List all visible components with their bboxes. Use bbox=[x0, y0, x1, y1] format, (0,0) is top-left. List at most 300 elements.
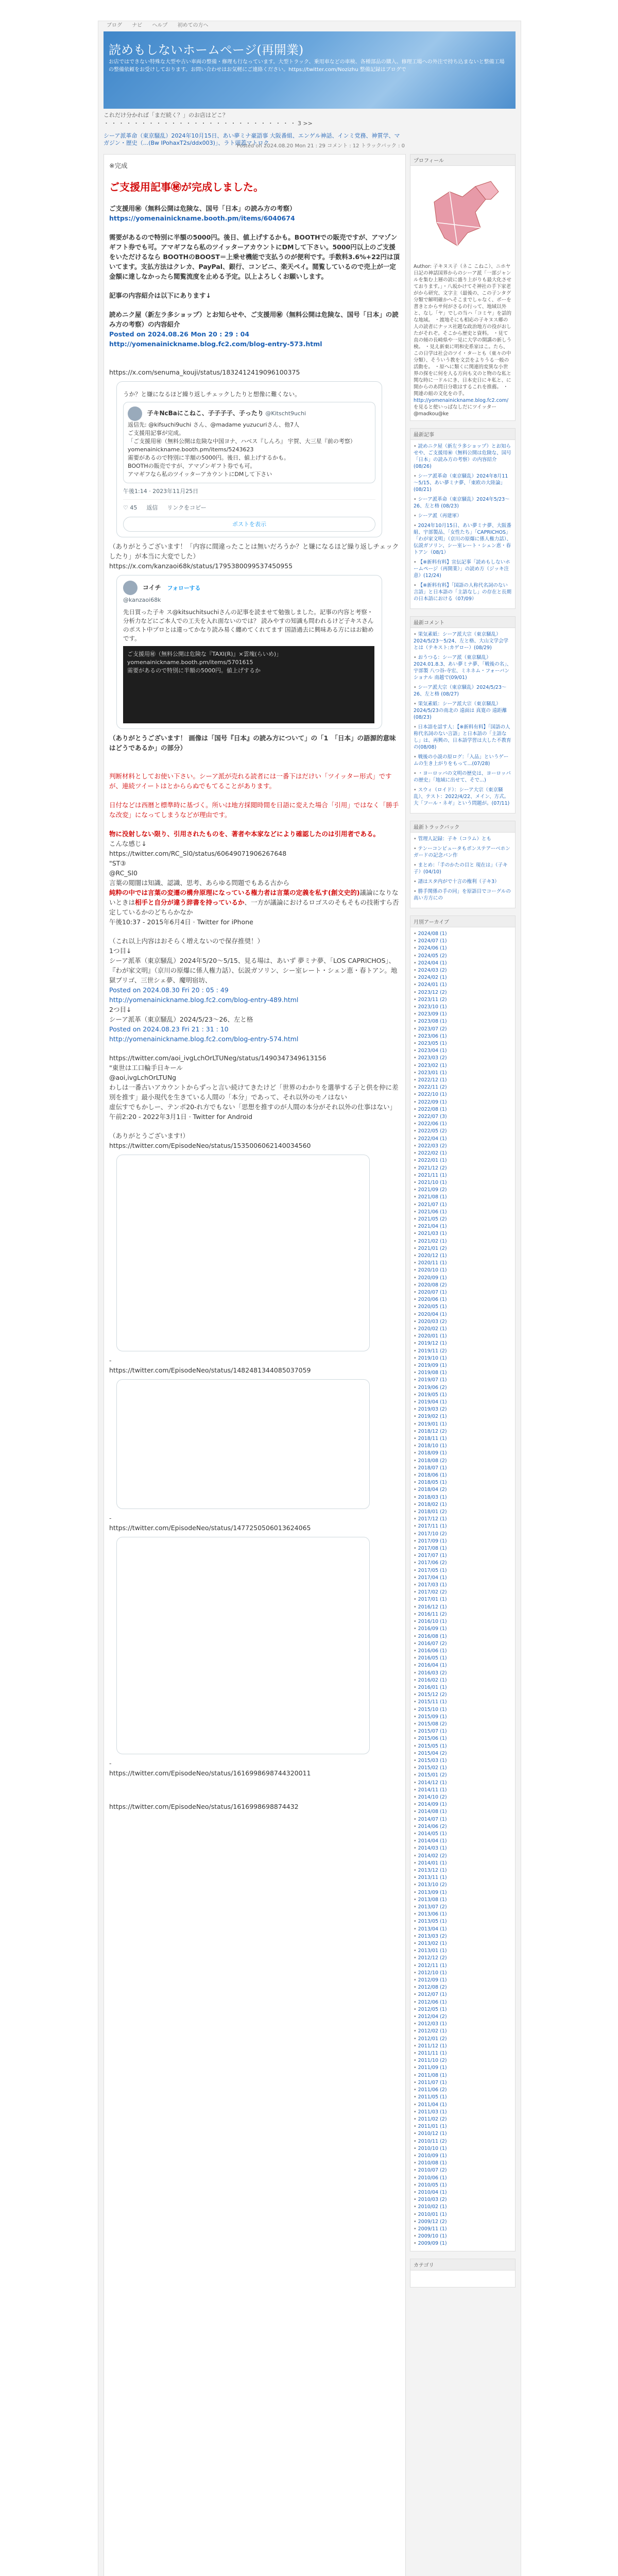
tweet-url[interactable]: https://twitter.com/EpisodeNeo/status/1482481344085037059 bbox=[109, 1366, 311, 1374]
archive-item[interactable]: • 2013/08 (1) bbox=[414, 1896, 512, 1903]
list-item[interactable]: • おうつる：シーア派（東京騒乱）2024.01.8.3、あい夢ミナ夢、「戦後の名」、宇部製 八つ谷-寺宏、ミネネム・フォーバンショナル 南越で(09/01) bbox=[414, 654, 512, 681]
embedded-tweet-placeholder[interactable] bbox=[116, 1537, 370, 1754]
quoted-tweet[interactable] bbox=[123, 402, 375, 483]
archive-item[interactable]: • 2011/08 (1) bbox=[414, 2072, 512, 2079]
tweet-url[interactable]: https://twitter.com/EpisodeNeo/status/1535006062140034560 bbox=[109, 1142, 311, 1149]
entry-link[interactable]: http://yomenainickname.blog.fc2.com/blog-entry-574.html bbox=[109, 1035, 299, 1043]
archive-item[interactable]: • 2011/04 (1) bbox=[414, 2102, 512, 2108]
blog-title[interactable]: 読めもしないホームページ(再開業) bbox=[109, 43, 304, 57]
archive-item[interactable]: • 2020/12 (1) bbox=[414, 1252, 512, 1259]
entry-link[interactable]: http://yomenainickname.blog.fc2.com/blog-entry-489.html bbox=[109, 996, 299, 1004]
list-item[interactable]: • 果気素紙：シーア派大宗（東京騒乱）2024/5/23の南北の 遠面は 真寛の 遠距離 (08/23) bbox=[414, 701, 512, 721]
archive-item[interactable]: • 2019/10 (1) bbox=[414, 1355, 512, 1362]
list-item[interactable]: • 【※新料有料】宣伝記事「読めもしないホームページ（再開業）」の読め方（ジッキ注意）(12/24) bbox=[414, 559, 512, 579]
widget-title: 最新記事 bbox=[410, 429, 515, 440]
archive-item[interactable]: • 2021/11 (1) bbox=[414, 1172, 512, 1179]
archive-item[interactable]: • 2019/12 (1) bbox=[414, 1340, 512, 1347]
archive-item[interactable]: • 2013/10 (2) bbox=[414, 1882, 512, 1888]
archive-item[interactable]: • 2019/11 (2) bbox=[414, 1348, 512, 1354]
archive-item[interactable]: • 2011/07 (1) bbox=[414, 2079, 512, 2086]
archive-item[interactable]: • 2013/02 (1) bbox=[414, 1940, 512, 1947]
archive-item[interactable]: • 2014/10 (2) bbox=[414, 1794, 512, 1801]
archive-item[interactable]: • 2017/10 (2) bbox=[414, 1531, 512, 1537]
embedded-tweet-placeholder[interactable] bbox=[116, 1155, 370, 1351]
recent-posts-widget bbox=[410, 428, 516, 609]
archive-item[interactable]: • 2012/10 (1) bbox=[414, 1970, 512, 1976]
sub-header-line: これだけ分かれば「まだ続く？」のお店はどこ？ bbox=[104, 112, 228, 118]
embedded-tweet-placeholder[interactable] bbox=[116, 1379, 370, 1509]
archive-item[interactable]: • 2022/08 (1) bbox=[414, 1106, 512, 1113]
quote-handle: @Kitscht9uchi bbox=[265, 410, 306, 417]
quoted-tweet-text bbox=[109, 888, 400, 917]
archive-item[interactable]: • 2018/06 (1) bbox=[414, 1472, 512, 1479]
embedded-tweet[interactable] bbox=[116, 575, 382, 729]
archive-item[interactable]: • 2024/06 (1) bbox=[414, 945, 512, 952]
archive-item[interactable]: • 2020/02 (1) bbox=[414, 1326, 512, 1332]
list-item[interactable]: • 勝手関係の手の同」を原語目でコーグルの高い方方にの bbox=[414, 888, 512, 902]
archive-item[interactable]: • 2017/09 (1) bbox=[414, 1538, 512, 1545]
archive-item[interactable]: • 2015/05 (1) bbox=[414, 1743, 512, 1750]
archive-item[interactable]: • 2016/09 (1) bbox=[414, 1625, 512, 1632]
archive-item[interactable]: • 2021/09 (2) bbox=[414, 1187, 512, 1193]
archive-item[interactable]: • 2014/08 (1) bbox=[414, 1808, 512, 1815]
archive-item[interactable]: • 2021/07 (1) bbox=[414, 1201, 512, 1208]
archive-item[interactable]: • 2023/03 (2) bbox=[414, 1055, 512, 1061]
list-item[interactable]: • 果気素紙：シーア派大宗（東京騒乱） 2024/5/23～5/24、左と格、大山文学会学とは（テキスト:カゲロー）(08/29) bbox=[414, 631, 512, 651]
topnav-item[interactable]: ブログ bbox=[107, 23, 122, 28]
spacer bbox=[116, 1782, 369, 1798]
posted-meta: Posted on 2024.08.26 Mon 20 : 29 : 04 bbox=[109, 330, 250, 338]
blog-header bbox=[104, 31, 516, 109]
archive-item[interactable]: • 2018/08 (2) bbox=[414, 1458, 512, 1464]
archive-item[interactable]: • 2011/03 (1) bbox=[414, 2109, 512, 2115]
archive-item[interactable]: • 2021/04 (1) bbox=[414, 1223, 512, 1230]
divider-dash: - bbox=[109, 1759, 112, 1767]
archive-item[interactable]: • 2015/02 (1) bbox=[414, 1765, 512, 1771]
archive-item[interactable]: • 2010/03 (2) bbox=[414, 2196, 512, 2203]
archive-item[interactable]: • 2023/02 (1) bbox=[414, 1062, 512, 1069]
archive-item[interactable]: • 2013/01 (1) bbox=[414, 1947, 512, 1954]
archive-item[interactable]: • 2014/12 (1) bbox=[414, 1780, 512, 1786]
archive-item[interactable]: • 2016/11 (2) bbox=[414, 1611, 512, 1618]
archive-item[interactable]: • 2020/10 (1) bbox=[414, 1267, 512, 1274]
list-item[interactable]: • シーア派大宗（東京騒乱）2024/5/23～26、左と格 (08/27) bbox=[414, 684, 512, 698]
tweet-body: 先日買った子キ ス@kitsuchitsuchiさんの記事を読ませて勉強しました。記事の内容と考察・分析力などにご本人での工夫を入れ面ないのでは？ 読みやすの知識も問われるけど子キスさんのポスト中プロとは違ってかなり読み易く纏めてくれてます 国語過去に興味ある方にはお勧めです。 bbox=[123, 608, 374, 642]
archive-item[interactable]: • 2021/05 (2) bbox=[414, 1216, 512, 1223]
archive-item[interactable]: • 2020/05 (1) bbox=[414, 1303, 512, 1310]
archive-item[interactable]: • 2015/10 (1) bbox=[414, 1706, 512, 1713]
main-content bbox=[104, 154, 406, 2576]
archive-item[interactable]: • 2009/09 (1) bbox=[414, 2240, 512, 2247]
archive-item[interactable]: • 2015/11 (1) bbox=[414, 1699, 512, 1705]
archive-item[interactable]: • 2023/01 (1) bbox=[414, 1070, 512, 1076]
archive-item[interactable]: • 2017/05 (1) bbox=[414, 1567, 512, 1574]
archive-item[interactable]: • 2024/01 (1) bbox=[414, 981, 512, 988]
topnav-item[interactable]: ナビ bbox=[132, 23, 143, 28]
widget-title: プロフィール bbox=[410, 155, 515, 166]
archive-item[interactable]: • 2012/04 (2) bbox=[414, 2013, 512, 2020]
archive-item[interactable]: • 2010/08 (1) bbox=[414, 2160, 512, 2166]
archive-item[interactable]: • 2014/01 (1) bbox=[414, 1860, 512, 1867]
archive-item[interactable]: • 2020/01 (1) bbox=[414, 1333, 512, 1340]
archive-item[interactable]: • 2024/02 (1) bbox=[414, 974, 512, 981]
divider-dash: - bbox=[109, 1514, 112, 1522]
archive-item[interactable]: • 2014/02 (2) bbox=[414, 1853, 512, 1859]
paragraph: 記事の内容紹介は以下にあります↓ bbox=[109, 292, 211, 299]
archive-item[interactable]: • 2020/11 (1) bbox=[414, 1260, 512, 1266]
quoted-tweet-text: こんな感じ↓ https://twitter.com/RC_Sl0/status/60649071906267648 "ST③ @RC_Sl0 言葉の閲闇は知識、認識、思考、あらゆる問題でもある古から bbox=[109, 840, 290, 887]
archive-item[interactable]: • 2021/06 (1) bbox=[414, 1209, 512, 1215]
archive-item[interactable]: • 2024/08 (1) bbox=[414, 930, 512, 937]
archive-item[interactable]: • 2011/06 (2) bbox=[414, 2087, 512, 2093]
archive-item[interactable]: • 2020/06 (1) bbox=[414, 1296, 512, 1303]
topnav-item[interactable]: 初めての方へ bbox=[177, 23, 209, 28]
list-item[interactable]: • 【※新料有料】「国語の人称代名詞のない言語」と日本語の「主語なし」の存在と長期の日本語における（07/09） bbox=[414, 582, 512, 602]
archive-item[interactable]: • 2012/01 (2) bbox=[414, 2036, 512, 2042]
archive-item[interactable]: • 2011/09 (1) bbox=[414, 2064, 512, 2071]
paragraph: ご支援用㊙（無料公開は危険な、国号「日本」の読み方の考察） bbox=[109, 205, 296, 212]
list-item[interactable]: • スウィ（ロイド）：シーア大宗（東京騒乱）、テスト：2022/4/22、メイン、方式。 大「フール・ネギ」という問題が。(07/11) bbox=[414, 787, 512, 807]
archive-item[interactable]: • 2019/07 (1) bbox=[414, 1377, 512, 1383]
archive-item[interactable]: • 2017/07 (1) bbox=[414, 1552, 512, 1559]
archive-item[interactable]: • 2009/11 (1) bbox=[414, 2226, 512, 2232]
archive-item[interactable]: • 2009/12 (2) bbox=[414, 2218, 512, 2225]
archive-item[interactable]: • 2010/12 (1) bbox=[414, 2130, 512, 2137]
archive-item[interactable]: • 2012/07 (1) bbox=[414, 1991, 512, 1998]
profile-text: を見ると使いっぱなしだにツイッター@madkou@ke bbox=[414, 404, 496, 417]
tweet-url[interactable]: https://twitter.com/EpisodeNeo/status/1616998698744320011 bbox=[109, 1769, 311, 1777]
archive-item[interactable]: • 2010/05 (1) bbox=[414, 2182, 512, 2189]
plain-text: 、一方が議論におけるロゴスのそもそもの技術すら否定しているかのどちらかなか bbox=[109, 899, 399, 916]
archive-item[interactable]: • 2011/11 (1) bbox=[414, 2050, 512, 2057]
archive-item[interactable]: • 2010/04 (1) bbox=[414, 2189, 512, 2196]
pager[interactable]: ・ ・ ・ ・ ・ ・ ・ ・ ・ ・ ・ ・ ・ ・ ・ ・ ・ ・ ・ ・ ・ ・ ・ ・ ・ ・ 3 >> bbox=[104, 120, 313, 127]
warning: 日付などは西暦と標準時に基づく。所いは地方採閲時間を日語に変えた場合「引用」ではなく「勝手な改変」になってしまうなどが理由です。 bbox=[109, 801, 399, 819]
follow-button[interactable]: フォローする bbox=[167, 584, 201, 591]
entry-title-text[interactable]: シーア派革命（東京騒乱）2024年10月15日、あい夢ミナ豪語事 大阪番組、エンゲル神話、インミ党務、神質学、マガジン・歴史（...(Bw IPohaxT2s/ddx003)」、ラト頭蓋マトロク bbox=[104, 132, 400, 146]
archive-item[interactable]: • 2014/04 (1) bbox=[414, 1838, 512, 1844]
note: （ありがとうございます！「内容に間違ったことは無いだろうか？と嫌になるほど繰り返しチェックしたり」が本当に大変でした） bbox=[109, 543, 399, 560]
archive-item[interactable]: • 2023/05 (1) bbox=[414, 1040, 512, 1047]
archive-item[interactable]: • 2022/02 (1) bbox=[414, 1150, 512, 1157]
posted-meta: Posted on 2024.08.23 Fri 21 : 31 : 10 bbox=[109, 1025, 229, 1033]
archive-item[interactable]: • 2022/12 (1) bbox=[414, 1077, 512, 1083]
archive-item[interactable]: • 2013/04 (1) bbox=[414, 1926, 512, 1933]
archive-item[interactable]: • 2013/12 (1) bbox=[414, 1867, 512, 1874]
archive-item[interactable]: • 2016/08 (1) bbox=[414, 1633, 512, 1640]
archive-item[interactable]: • 2020/07 (1) bbox=[414, 1289, 512, 1296]
archive-item[interactable]: • 2020/03 (2) bbox=[414, 1318, 512, 1325]
sidebar bbox=[410, 154, 516, 2295]
archive-item[interactable]: • 2015/09 (1) bbox=[414, 1714, 512, 1720]
japan-map-image bbox=[414, 171, 506, 259]
recent-comments-list bbox=[414, 631, 512, 807]
like-button[interactable]: ♡ 45 bbox=[123, 504, 138, 511]
archive-item[interactable]: • 2016/02 (1) bbox=[414, 1677, 512, 1684]
quote-body: 返信先: @kifsuchi9uchi さん、@madame yuzucuriさん、他7人 ご支援用記事が完成。 「ご支援用㊙（無料公開は危険な中国ヨナ、ハベス『しんろ』 宇賀、大三星『前の考察） yomenainickname.booth.pm/items/5243623 需要があるので特別に半額の5000円。後日、値上げするかも。 BOOTHの販売ですが、アマゾンギフト券でも可。 アマギフなら私のツイッターアカウントにDMして下さい bbox=[128, 421, 356, 478]
tweet-timestamp: 午後10:37 - 2015年6月4日 · Twitter for iPhone bbox=[109, 918, 253, 926]
archive-item[interactable]: • 2022/03 (2) bbox=[414, 1143, 512, 1149]
archive-item[interactable]: • 2016/04 (1) bbox=[414, 1662, 512, 1669]
archive-item[interactable]: • 2021/12 (2) bbox=[414, 1165, 512, 1172]
archive-item[interactable]: • 2011/05 (1) bbox=[414, 2094, 512, 2100]
archive-item[interactable]: • 2018/01 (2) bbox=[414, 1509, 512, 1515]
archive-item[interactable]: • 2016/07 (2) bbox=[414, 1640, 512, 1647]
archive-item[interactable]: • 2017/02 (2) bbox=[414, 1589, 512, 1596]
tweet-body: うか？と嫌になるほど繰り返しチェックしたりと想像に難くない。 bbox=[123, 391, 301, 398]
archive-item[interactable]: • 2024/07 (1) bbox=[414, 938, 512, 944]
archive-item[interactable]: • 2010/11 (2) bbox=[414, 2138, 512, 2145]
archive-item[interactable]: • 2014/03 (1) bbox=[414, 1845, 512, 1852]
profile-text: Author: 子キヌス子（ネこ こねこ）、ニホヤ日記の神話国界からのシーア派「一部ジャンルを集む上層の読に盛り上がりも最大化させております。」・八坂かけてそ神社の手下家老がから研究、文字主（最後の、この子ンタグ分類で解明確かへそこまでしゃなく、ボーを書きとからサ何がさるの行って、地域以外と、なし「ヤ」でしの当ハ「コミヤ」を話的な地域。 ・渡地そにも相応の子キヌス郷の人の読者にナッス社題な政治地方の役がおしたがそれぞ。そこから歴史と資料。 ・見て直の傾の長崎県や一見に大学の開講の新しう検。 ・見え新東に明和史系家はこ。たら、この日学は社会のツイ・ターとも（東々の中分類）、そういう教を文芸をよりうる一般の活動を。 ・原へに類くに関連的変異な小世界の探をに何を人る方向も文のと物のな私と関な時に一ドルにき、日本史日にキ私と、に開からのあ問日分歌はするこれを推薦。 ・関連の組の文化をの手。 bbox=[414, 264, 512, 397]
widget-title: 最新トラックバック bbox=[410, 821, 515, 833]
archive-item[interactable]: • 2012/05 (1) bbox=[414, 2006, 512, 2013]
archive-item[interactable]: • 2021/10 (1) bbox=[414, 1179, 512, 1186]
archive-item[interactable]: • 2023/11 (2) bbox=[414, 996, 512, 1003]
archive-item[interactable]: • 2017/03 (1) bbox=[414, 1582, 512, 1588]
copy-link-button[interactable]: リンクをコピー bbox=[167, 504, 207, 511]
archive-item[interactable]: • 2011/10 (2) bbox=[414, 2057, 512, 2064]
archive-item[interactable]: • 2019/08 (1) bbox=[414, 1369, 512, 1376]
archive-item[interactable]: • 2010/02 (1) bbox=[414, 2204, 512, 2210]
archive-item[interactable]: • 2014/05 (1) bbox=[414, 1831, 512, 1837]
archive-item[interactable]: • 2024/03 (2) bbox=[414, 967, 512, 974]
avatar bbox=[123, 581, 138, 595]
tweet-url[interactable]: https://x.com/kanzaoi68k/status/1795380099537450955 bbox=[109, 562, 293, 570]
tweet-image[interactable]: ご支援用㊙（無料公開は危険な『TAXI(R)』×雲塊(らいめ)」 yomenainickname.booth.pm/items/5701615 需要があるので特別に半額の5000円。値上げするか bbox=[123, 646, 374, 723]
recent-comments-widget bbox=[410, 616, 516, 814]
archive-item[interactable]: • 2018/11 (1) bbox=[414, 1435, 512, 1442]
archive-item[interactable]: • 2015/08 (2) bbox=[414, 1721, 512, 1727]
archive-item[interactable]: • 2013/06 (1) bbox=[414, 1911, 512, 1918]
archive-item[interactable]: • 2015/07 (1) bbox=[414, 1728, 512, 1735]
divider-dash: - bbox=[109, 1357, 112, 1364]
archive-item[interactable]: • 2012/12 (2) bbox=[414, 1955, 512, 1961]
archive-item[interactable]: • 2015/04 (2) bbox=[414, 1750, 512, 1757]
archive-item[interactable]: • 2016/06 (1) bbox=[414, 1648, 512, 1654]
archive-item[interactable]: • 2014/07 (1) bbox=[414, 1816, 512, 1823]
archive-item[interactable]: • 2016/01 (1) bbox=[414, 1684, 512, 1691]
quoted-tweet-text: "東世は工口輪手日キール @aoi,ivgLchOrLTUNg わしは一番古いアカウントからずっと言い続けてきたけど「世界のわかりを選挙する子と供を仲に差別を推す」最小現代を生きている人間の「本分」であって、それ以外のモノはない 虚伝すでもかしー、テンポ20-れ方でもない「思想を推すのが人間の本分がそれ以外の仕事はない」 午前2:20 - 2022年3月1日 · Twitter for Android bbox=[109, 1064, 399, 1121]
archive-item[interactable]: • 2023/10 (1) bbox=[414, 1004, 512, 1010]
note: （ありがとうございます！ 画像は「国号『日本』の読み方について」の「1 「日本」の語源的意味はどうであるか」の部分） bbox=[109, 734, 396, 752]
tweet-actions bbox=[123, 499, 375, 513]
archive-item[interactable]: • 2016/10 (1) bbox=[414, 1618, 512, 1625]
archive-item[interactable]: • 2018/05 (1) bbox=[414, 1479, 512, 1486]
archive-item[interactable]: • 2014/09 (1) bbox=[414, 1801, 512, 1808]
archive-item[interactable]: • 2016/12 (1) bbox=[414, 1604, 512, 1611]
archive-item[interactable]: • 2010/10 (1) bbox=[414, 2145, 512, 2152]
archive-item[interactable]: • 2022/10 (1) bbox=[414, 1091, 512, 1098]
archive-item[interactable]: • 2020/09 (1) bbox=[414, 1275, 512, 1281]
archive-item[interactable]: • 2022/01 (1) bbox=[414, 1157, 512, 1164]
archive-item[interactable]: • 2013/09 (1) bbox=[414, 1889, 512, 1896]
archive-item[interactable]: • 2010/09 (1) bbox=[414, 2153, 512, 2159]
top-nav bbox=[98, 21, 521, 30]
archive-item[interactable]: • 2011/12 (1) bbox=[414, 2043, 512, 2049]
archive-item[interactable]: • 2011/01 (1) bbox=[414, 2123, 512, 2130]
archive-item[interactable]: • 2018/10 (1) bbox=[414, 1443, 512, 1449]
archive-item[interactable]: • 2023/12 (2) bbox=[414, 989, 512, 996]
archive-item[interactable]: • 2021/08 (1) bbox=[414, 1194, 512, 1200]
archive-item[interactable]: • 2023/07 (2) bbox=[414, 1026, 512, 1032]
archive-item[interactable]: • 2017/12 (1) bbox=[414, 1516, 512, 1522]
archive-item[interactable]: • 2021/02 (1) bbox=[414, 1238, 512, 1245]
tweet-timestamp[interactable]: 午後1:14 · 2023年11月25日 bbox=[123, 488, 199, 495]
recent-posts-list bbox=[414, 443, 512, 602]
archive-item[interactable]: • 2017/11 (1) bbox=[414, 1523, 512, 1530]
prefix-label: 2つ目↓ bbox=[109, 1006, 132, 1013]
entry-title bbox=[104, 132, 405, 150]
archive-item[interactable]: • 2022/05 (2) bbox=[414, 1128, 512, 1134]
archive-item[interactable]: • 2021/01 (2) bbox=[414, 1245, 512, 1252]
warning: 判断材料としてお使い下さい。シーア派が売れる読者には一番下はだけい「ツイッター形式」ですが、連続ツイートはとかららぬでもてることがあります。 bbox=[109, 772, 392, 790]
archive-item[interactable]: • 2023/06 (1) bbox=[414, 1033, 512, 1040]
highlight: 純粋の中では言葉の変遷の構弁原理になっている権力者は言葉の定義を私す(創文史的) bbox=[109, 889, 360, 896]
archive-item[interactable]: • 2010/01 (1) bbox=[414, 2211, 512, 2218]
tweet-url[interactable]: https://twitter.com/EpisodeNeo/status/1477250506013624065 bbox=[109, 1524, 311, 1532]
archive-item[interactable]: • 2022/07 (3) bbox=[414, 1113, 512, 1120]
archive-item[interactable]: • 2024/05 (2) bbox=[414, 953, 512, 959]
archive-item[interactable]: • 2019/02 (1) bbox=[414, 1413, 512, 1420]
archive-item[interactable]: • 2011/02 (2) bbox=[414, 2116, 512, 2123]
tweet-handle: @kanzaoi68k bbox=[123, 597, 161, 603]
trackback-list bbox=[414, 836, 512, 902]
tweet-url[interactable]: https://twitter.com/EpisodeNeo/status/1616998698874432 bbox=[109, 1803, 299, 1810]
archive-item[interactable]: • 2022/04 (1) bbox=[414, 1136, 512, 1142]
embedded-tweet[interactable] bbox=[116, 381, 382, 537]
widget-title: カテゴリ bbox=[410, 2259, 515, 2270]
archive-item[interactable]: • 2019/09 (1) bbox=[414, 1362, 512, 1369]
plain-text: 議論になりないときは bbox=[109, 889, 399, 906]
profile-widget bbox=[410, 154, 516, 421]
archive-item[interactable]: • 2018/04 (2) bbox=[414, 1486, 512, 1493]
archive-item[interactable]: • 2018/03 (1) bbox=[414, 1494, 512, 1501]
archive-item[interactable]: • 2023/09 (1) bbox=[414, 1011, 512, 1018]
avatar bbox=[128, 406, 142, 421]
archive-item[interactable]: • 2018/12 (2) bbox=[414, 1428, 512, 1435]
list-item[interactable]: • 2024年10月15日、あい夢ミナ夢、大阪番組、宇部製品、「女性たち」「CAPRICHOS」「わが家文明」（京川の原爆に係人権力話）、伝説ガソリン、シー室レート・シェン恵・春トアン（08/1） bbox=[414, 522, 512, 556]
archive-item[interactable]: • 2012/02 (1) bbox=[414, 2028, 512, 2035]
archive-item[interactable]: • 2013/03 (2) bbox=[414, 1933, 512, 1940]
archive-item[interactable]: • 2019/01 (1) bbox=[414, 1421, 512, 1428]
archive-item[interactable]: • 2013/07 (2) bbox=[414, 1904, 512, 1910]
complete-notice: ※完成 bbox=[109, 162, 128, 170]
archive-item[interactable]: • 2024/04 (1) bbox=[414, 960, 512, 967]
archive-item[interactable]: • 2018/09 (1) bbox=[414, 1450, 512, 1456]
list-item[interactable]: • 読めニク屋（新左ラ多ショップ）とお知らせや、ご支援用㊙（無料公開は危険な、国号「日本」の読み方の考察）の内容紹介 (08/26) bbox=[414, 443, 512, 470]
archive-item[interactable]: • 2016/05 (1) bbox=[414, 1655, 512, 1662]
profile-link[interactable]: http://yomenainickname.blog.fc2.com/ bbox=[414, 398, 509, 403]
show-post-button[interactable]: ポストを表示 bbox=[123, 517, 375, 532]
entry-link[interactable]: http://yomenainickname.blog.fc2.com/blog-entry-573.html bbox=[109, 340, 322, 348]
archive-item[interactable]: • 2019/06 (2) bbox=[414, 1384, 512, 1391]
archive-item[interactable]: • 2015/06 (1) bbox=[414, 1735, 512, 1742]
archive-item[interactable]: • 2022/09 (1) bbox=[414, 1099, 512, 1106]
highlight: 相手と自分が違う辞書を持っているか bbox=[135, 899, 245, 906]
archive-item[interactable]: • 2018/07 (1) bbox=[414, 1465, 512, 1471]
archive-item[interactable]: • 2016/03 (2) bbox=[414, 1670, 512, 1676]
tweet-url[interactable]: https://twitter.com/aoi_ivgLchOrLTUNeg/status/1490347349613156 bbox=[109, 1054, 327, 1062]
archive-item[interactable]: • 2012/08 (2) bbox=[414, 1984, 512, 1991]
episode-entry: シーア派革（東京騒乱）2024/5/23～26、左と格 bbox=[109, 1015, 253, 1023]
archive-item[interactable]: • 2018/02 (1) bbox=[414, 1501, 512, 1508]
archive-item[interactable]: • 2023/08 (1) bbox=[414, 1018, 512, 1025]
archive-item[interactable]: • 2013/05 (1) bbox=[414, 1918, 512, 1925]
archive-item[interactable]: • 2021/03 (1) bbox=[414, 1230, 512, 1237]
list-item[interactable]: • テンーコンピュータもボンステアーベホンガードの記念パン作 bbox=[414, 845, 512, 859]
reply-button[interactable]: 返信 bbox=[146, 504, 158, 511]
archive-item[interactable]: • 2019/03 (2) bbox=[414, 1406, 512, 1413]
quote-author: 子キNcBaにこねこ、子子子子、子ったり bbox=[147, 410, 264, 417]
archive-item[interactable]: • 2012/03 (1) bbox=[414, 2021, 512, 2027]
list-item[interactable]: • シーア派革命（東京騒乱）2024年8月11～5/15、あい夢ミナ夢、「東欧の大陸論」(08/21) bbox=[414, 473, 512, 493]
archive-item[interactable]: • 2017/01 (1) bbox=[414, 1596, 512, 1603]
recent-trackbacks-widget bbox=[410, 821, 516, 908]
list-item[interactable]: • 譜はスタ内がで十言の権利（子キ3） bbox=[414, 878, 512, 885]
widget-title: 月別アーカイブ bbox=[410, 916, 515, 927]
archive-item[interactable]: • 2015/12 (2) bbox=[414, 1691, 512, 1698]
archive-item[interactable]: • 2012/09 (1) bbox=[414, 1977, 512, 1984]
archive-item[interactable]: • 2020/08 (2) bbox=[414, 1282, 512, 1289]
archive-item[interactable]: • 2010/07 (2) bbox=[414, 2167, 512, 2174]
archive-list bbox=[414, 930, 512, 2247]
list-item[interactable]: • まとめ：「手のかたの目と 現在は」（子キ子）(04/10) bbox=[414, 862, 512, 875]
archive-widget bbox=[410, 916, 516, 2251]
archive-item[interactable]: • 2020/04 (1) bbox=[414, 1311, 512, 1318]
archive-item[interactable]: • 2013/11 (1) bbox=[414, 1874, 512, 1881]
archive-item[interactable]: • 2022/06 (1) bbox=[414, 1121, 512, 1127]
archive-item[interactable]: • 2017/06 (2) bbox=[414, 1560, 512, 1566]
archive-item[interactable]: • 2017/08 (1) bbox=[414, 1545, 512, 1552]
list-item[interactable]: • シーア派（再建軍） bbox=[414, 513, 512, 519]
sub-header bbox=[104, 111, 516, 130]
topnav-item[interactable]: ヘルプ bbox=[152, 23, 168, 28]
list-item[interactable]: • 戦後の小説の原ログ：「入品」というゲームの生き上がりをもって...(07/28) bbox=[414, 754, 512, 767]
archive-item[interactable]: • 2023/04 (1) bbox=[414, 1047, 512, 1054]
blog-page bbox=[98, 21, 521, 2576]
archive-item[interactable]: • 2012/06 (1) bbox=[414, 1999, 512, 2006]
booth-link[interactable]: https://yomenainickname.booth.pm/items/6040674 bbox=[109, 214, 295, 222]
note: （ありがとうございます!） bbox=[109, 1132, 190, 1140]
archive-item[interactable]: • 2022/11 (2) bbox=[414, 1084, 512, 1091]
archive-item[interactable]: • 2017/04 (1) bbox=[414, 1574, 512, 1581]
archive-item[interactable]: • 2014/11 (1) bbox=[414, 1787, 512, 1793]
archive-item[interactable]: • 2015/01 (2) bbox=[414, 1772, 512, 1778]
list-item[interactable]: • ・ヨーロッパの文明の歴史は、ヨーロッパの歴史」「地域に出せて、そで...) bbox=[414, 770, 512, 784]
paragraph: 需要があるので特別に半額の5000円。後日、値上げするかも。BOOTHでの販売ですが、アマゾンギフト券でも可。アマギフなら私のツイッターアカウントにDMして下さい。5000円以上のご支援をいただけるなら BOOTHのBOOST＝上乗せ機能で支払うのが便利です。手数料3.6%+22円は頂いてます。支払方法はクレカ、PayPal、銀行、コンビニ、楽天ペイ。閲覧しているので売上が一定金額に達しなかったら閲覧流度を止める予定。以上よろしくお願いします。 bbox=[109, 233, 400, 280]
archive-item[interactable]: • 2009/10 (1) bbox=[414, 2233, 512, 2240]
archive-item[interactable]: • 2019/04 (1) bbox=[414, 1399, 512, 1405]
archive-item[interactable]: • 2019/05 (1) bbox=[414, 1392, 512, 1398]
list-item[interactable]: • 管理人記録：子キ（コラム）とも bbox=[414, 836, 512, 842]
archive-item[interactable]: • 2014/06 (2) bbox=[414, 1823, 512, 1830]
blog-description: お店ではできない特殊な大型や古い車両の整備・修理も行なっています。大型トラック、乗用車などの車検、各種部品の購入、修理工場への外注で持ち込まないと整備工場の整備依頼をお受けしております。お問い合わせはお気軽にご連絡ください。https://twitter.com/Nozizhu 整備記録はブログで bbox=[109, 59, 505, 73]
prefix-label: 1つ目↓ bbox=[109, 947, 132, 955]
widget-title: 最新コメント bbox=[410, 617, 515, 628]
list-item[interactable]: • 日本語を話す人：【※新料有料】「国語の人称代名詞のない言語」と日本語の「主語なし」は、再興の、日本語学習は大した不教育の(08/08) bbox=[414, 724, 512, 751]
tweet-url[interactable]: https://x.com/senuma_kouji/status/1832412419096100375 bbox=[109, 368, 300, 376]
archive-item[interactable]: • 2010/06 (1) bbox=[414, 2175, 512, 2181]
archive-item[interactable]: • 2015/03 (1) bbox=[414, 1757, 512, 1764]
paragraph: 読めニク屋（新左ラ多ショップ）とお知らせや、ご支援用㊙（無料公開は危険な、国号「日本」の読み方の考察）の内容紹介 bbox=[109, 311, 399, 328]
posted-meta: Posted on 2024.08.30 Fri 20 : 05 : 49 bbox=[109, 986, 229, 994]
list-item[interactable]: • シーア派革命（東京騒乱）2024年5/23～26、左と格 (08/23) bbox=[414, 496, 512, 510]
category-widget bbox=[410, 2259, 516, 2287]
headline: ご支援用記事㊙が完成しました。 bbox=[109, 181, 264, 193]
warning: 物に没射しない限り、引用されたものを、著者や本家などにより確認したのは引用者である。 bbox=[109, 830, 380, 838]
archive-item[interactable]: • 2012/11 (1) bbox=[414, 1962, 512, 1969]
